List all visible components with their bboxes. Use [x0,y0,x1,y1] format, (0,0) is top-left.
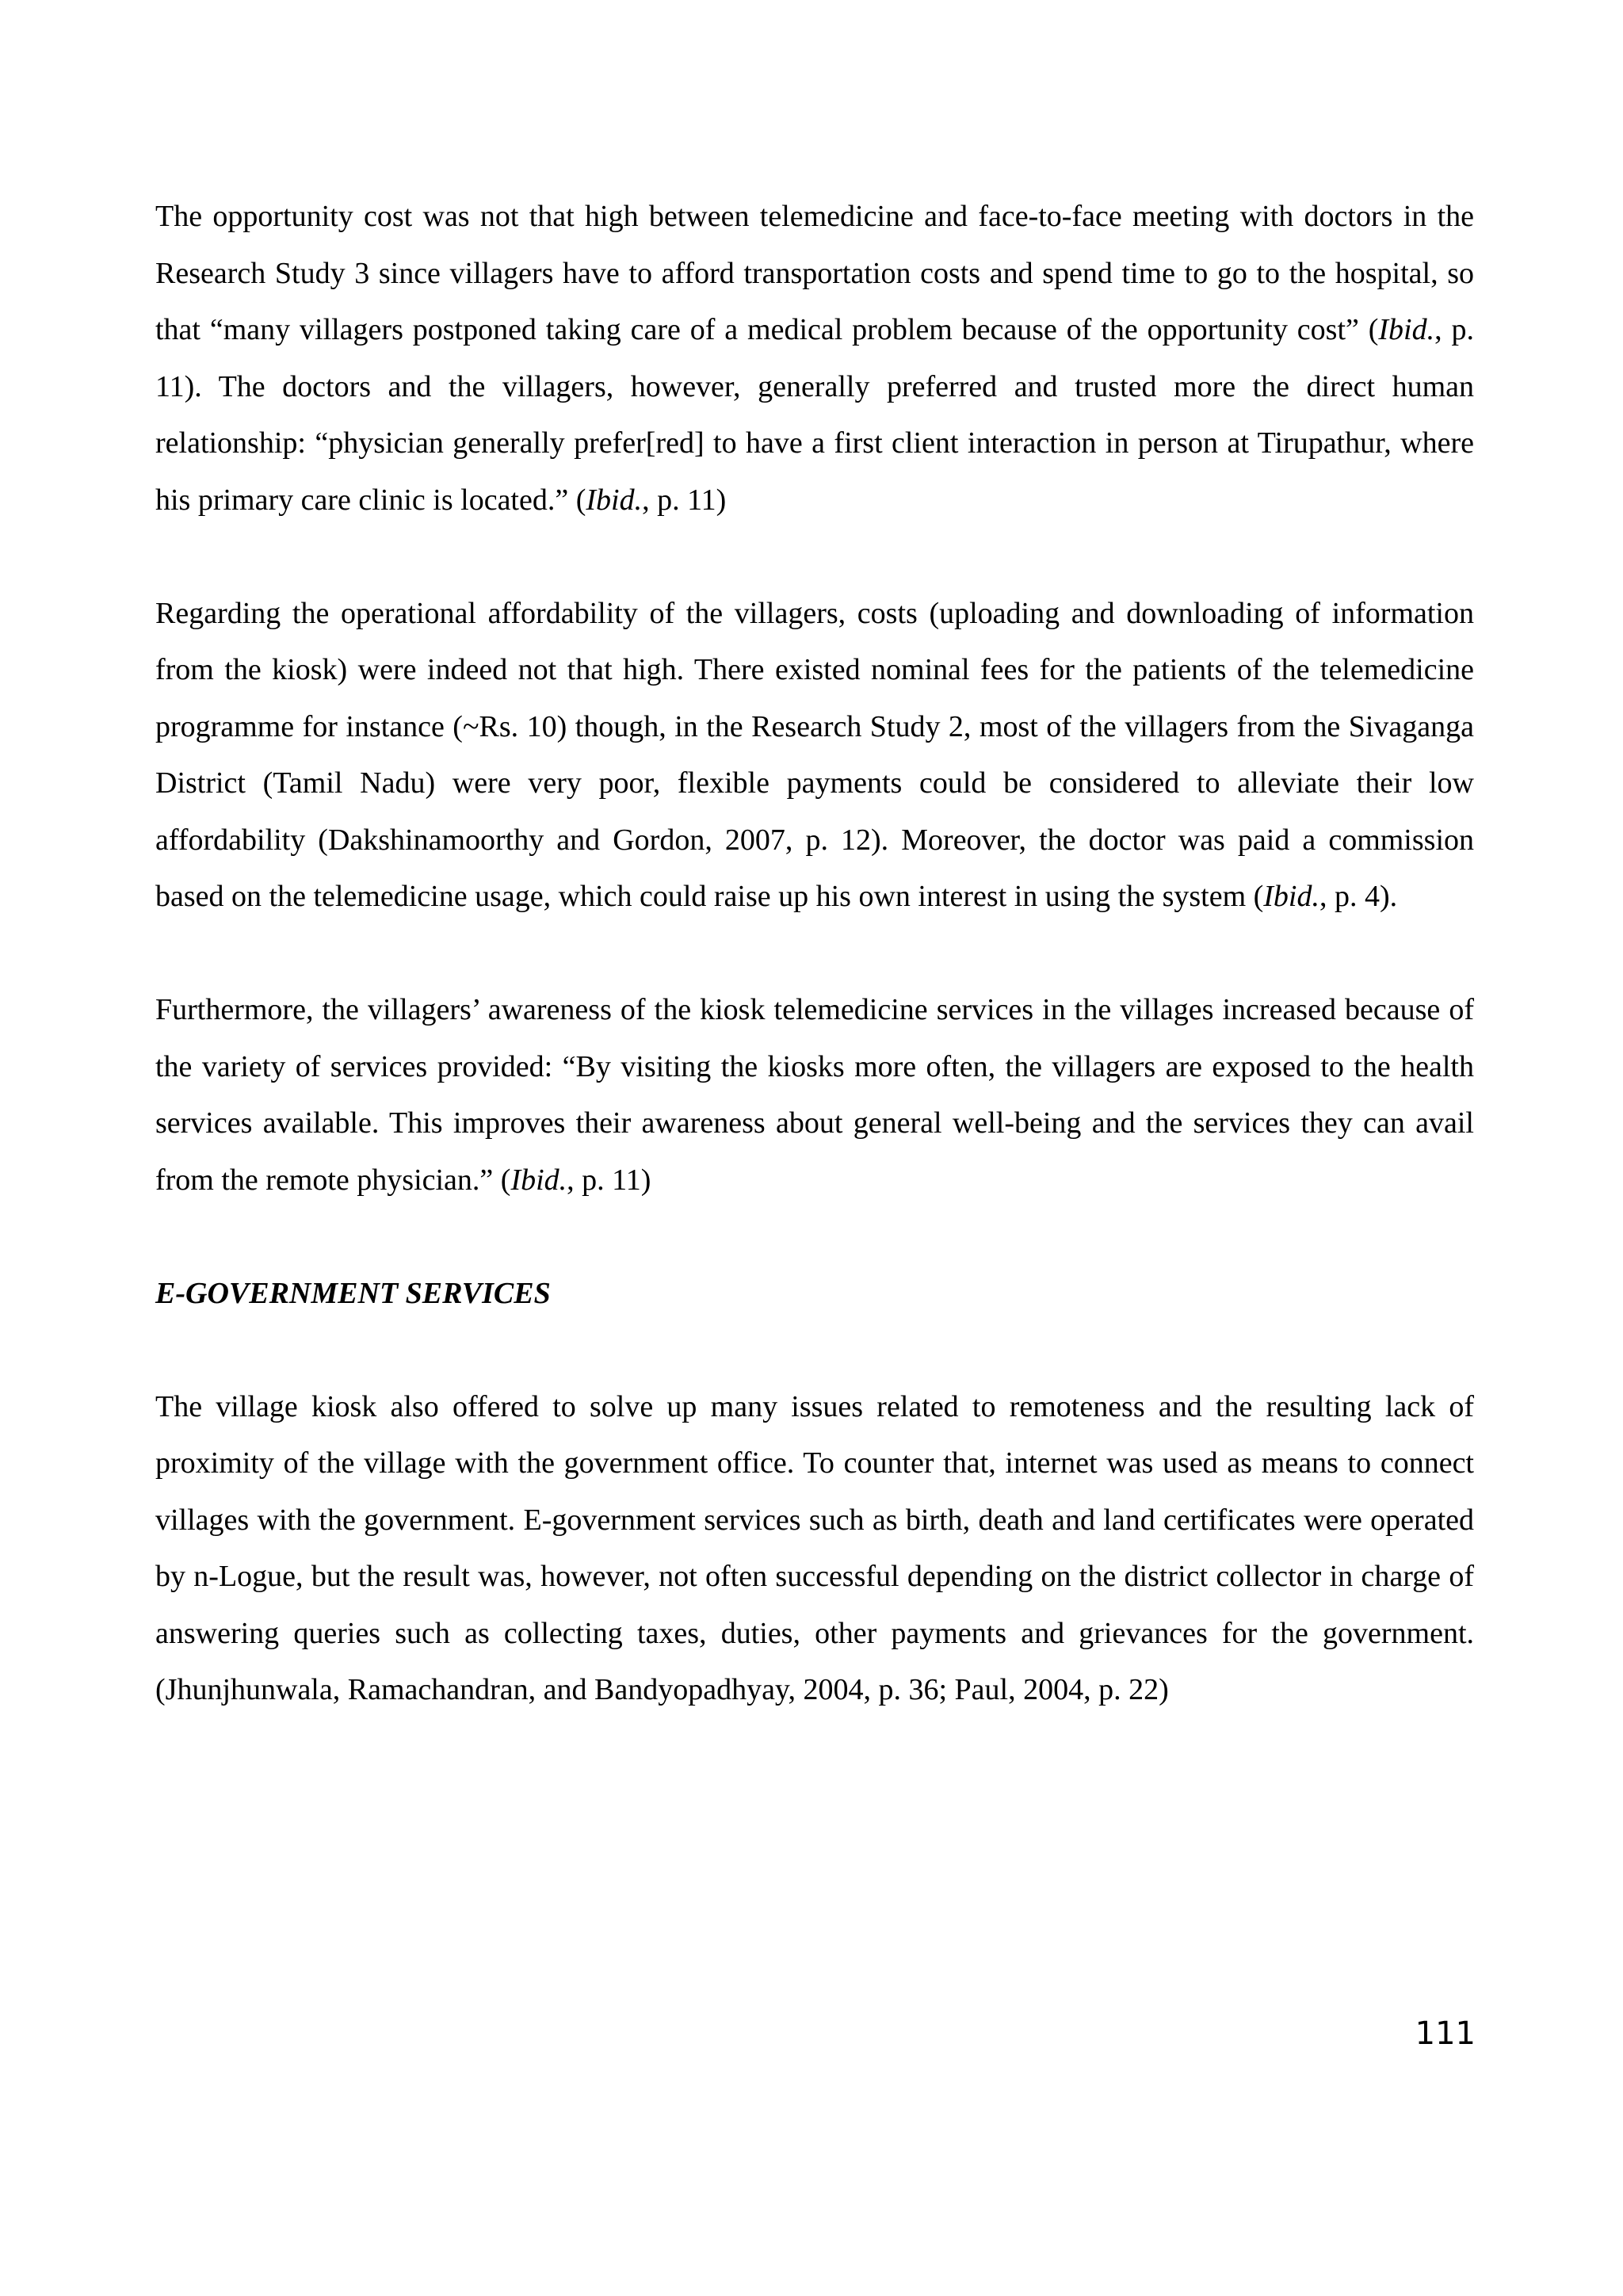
paragraph-text: , p. 11). The doctors and the villagers, however, generally preferred and trusted more the direct human relationship: “physician generally prefer[red] to have a first client interaction in person at Tirupathur, where his primary care clinic is located.” ( [155,313,1474,517]
paragraph-text: Furthermore, the villagers’ awareness of the kiosk telemedicine services in the villages increased because of the variety of services provided: “By visiting the kiosks more often, the villagers are exposed to the health services available. This improves their awareness about general well-being and the services they can avail from the remote physician.” ( [155,993,1474,1197]
paragraph-affordability [155,586,1474,926]
paragraph-e-government: The village kiosk also offered to solve up many issues related to remoteness and the resulting lack of proximity of the village with the government office. To counter that, internet was used as means to connect villages with the government. E-government services such as birth, death and land certificates were operated by n-Logue, but the result was, however, not often successful depending on the district collector in charge of answering queries such as collecting taxes, duties, other payments and grievances for the government. (Jhunjhunwala, Ramachandran, and Bandyopadhyay, 2004, p. 36; Paul, 2004, p. 22) [155,1389,1474,1706]
citation-ibid: Ibid. [510,1163,567,1197]
paragraph-opportunity-cost [155,189,1474,529]
paragraph-text: , p. 4). [1319,880,1398,913]
paragraph-text: , p. 11) [642,483,727,517]
paragraph-text: , p. 11) [567,1163,651,1197]
paragraph-spacer [155,926,1474,983]
page-number: 111 [1415,2015,1476,2052]
paragraph-awareness [155,982,1474,1209]
citation-ibid: Ibid. [586,483,643,517]
citation-ibid: Ibid. [1378,313,1435,346]
paragraph-spacer [155,1209,1474,1266]
paragraph-text: Regarding the operational affordability of the villagers, costs (uploading and downloading of information from the kiosk) were indeed not that high. There existed nominal fees for the patients of the telemedicine programme for instance (~Rs. 10) though, in the Research Study 2, most of the villagers from the Sivaganga District (Tamil Nadu) were very poor, flexible payments could be considered to alleviate their low affordability (Dakshinamoorthy and Gordon, 2007, p. 12). Moreover, the doctor was paid a commission based on the telemedicine usage, which could raise up his own interest in using the system ( [155,596,1474,913]
citation-ibid: Ibid. [1263,880,1319,913]
paragraph-text: The opportunity cost was not that high between telemedicine and face-to-face meeting with doctors in the Research Study 3 since villagers have to afford transportation costs and spend time to go to the hospital, so that “many villagers postponed taking care of a medical problem because of the opportunity cost” ( [155,200,1474,346]
section-heading: E-GOVERNMENT SERVICES [155,1276,551,1310]
paragraph-spacer [155,529,1474,586]
document-body [155,189,1474,1719]
paragraph-spacer [155,1322,1474,1379]
